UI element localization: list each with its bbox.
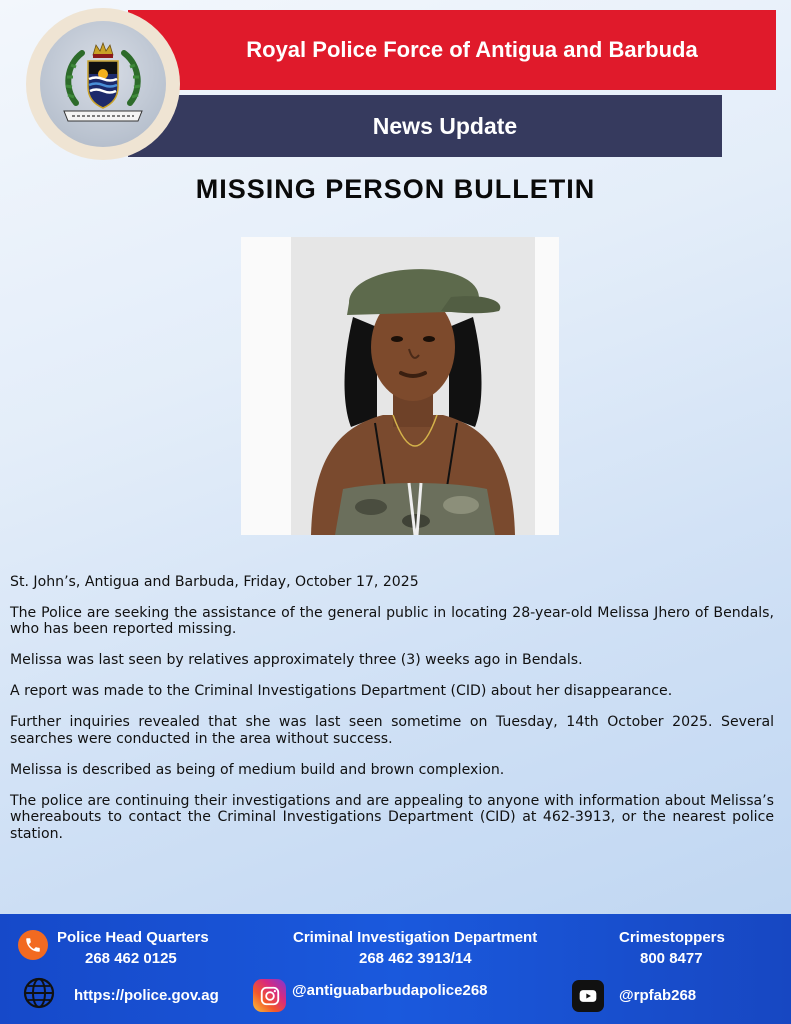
news-update-label: News Update — [372, 112, 518, 139]
bulletin-body — [10, 574, 774, 857]
contact-footer — [0, 914, 791, 1024]
paragraph-inquiries: Further inquiries revealed that she was last seen sometime on Tuesday, 14th October 2025. Several searches were conducted in the area without success. — [10, 714, 774, 747]
youtube-handle[interactable]: @rpfab268 — [619, 987, 697, 1004]
paragraph-description: Melissa is described as being of medium build and brown complexion. — [10, 761, 505, 778]
paragraph-report: A report was made to the Criminal Investigations Department (CID) about her disappearance. — [10, 683, 673, 699]
youtube-icon — [572, 980, 604, 1012]
instagram-icon — [253, 979, 286, 1012]
phone-icon — [18, 930, 48, 960]
header-banner-navy — [128, 95, 722, 157]
instagram-handle[interactable]: @antiguabarbudapolice268 — [292, 982, 488, 999]
website-link[interactable]: https://police.gov.ag — [74, 987, 219, 1004]
cid-label: Criminal Investigation Department — [293, 929, 538, 946]
dateline: St. John’s, Antigua and Barbuda, Friday, October 17, 2025 — [10, 574, 419, 590]
organization-name: Royal Police Force of Antigua and Barbuda — [246, 37, 698, 62]
crimestoppers-number[interactable]: 800 8477 — [640, 950, 703, 967]
missing-person-photo — [241, 237, 559, 535]
paragraph-seeking-assistance: The Police are seeking the assistance of the general public in locating 28-year-old Melissa Jhero of Bendals, who has been reported missing. — [10, 604, 774, 637]
police-crest-icon — [58, 41, 148, 127]
globe-icon — [22, 976, 56, 1010]
header-banner-red — [128, 10, 776, 90]
cid-number[interactable]: 268 462 3913/14 — [359, 950, 472, 967]
person-portrait — [291, 237, 535, 535]
police-logo — [26, 8, 180, 160]
paragraph-appeal: The police are continuing their investigations and are appealing to anyone with information about Melissa’s whereabouts to contact the Criminal Investigations Department (CID) at 462-3913, or the nearest police station. — [10, 792, 774, 842]
paragraph-last-seen: Melissa was last seen by relatives approximately three (3) weeks ago in Bendals. — [10, 652, 583, 668]
crimestoppers-label: Crimestoppers — [619, 929, 725, 946]
hq-number[interactable]: 268 462 0125 — [85, 950, 177, 967]
hq-label: Police Head Quarters — [57, 929, 209, 946]
bulletin-title: MISSING PERSON BULLETIN — [195, 174, 596, 204]
